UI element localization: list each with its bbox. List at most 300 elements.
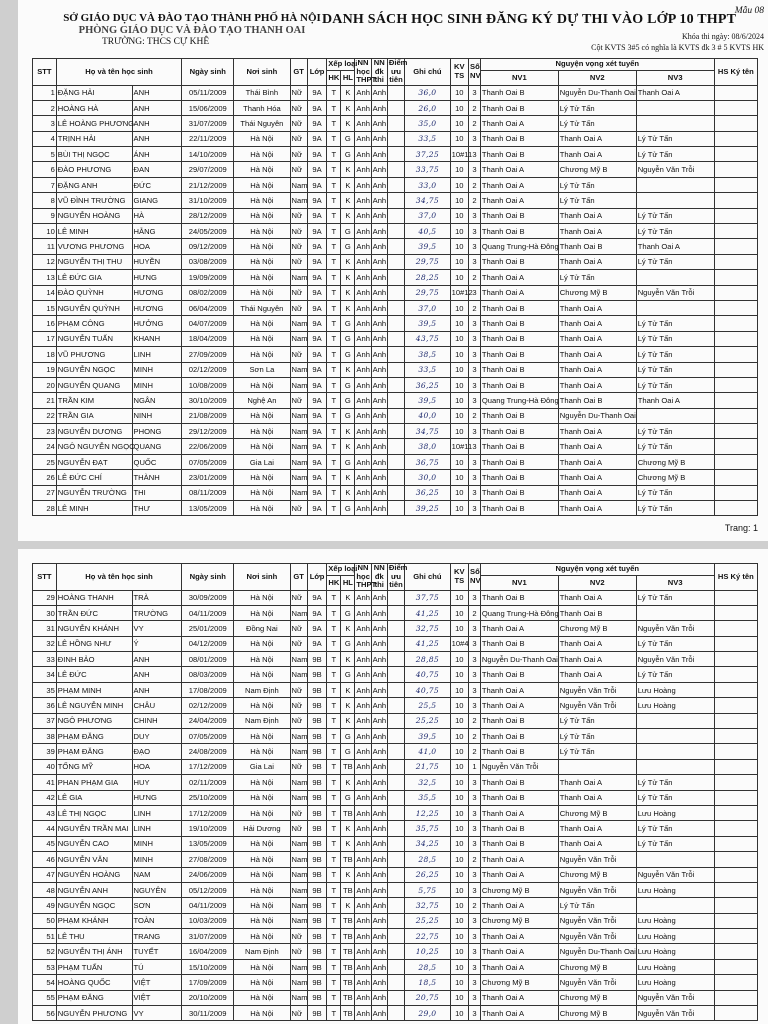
cell-hl: G — [341, 501, 355, 516]
cell-nn-hoc: Anh — [355, 239, 371, 254]
cell-priority — [387, 316, 404, 331]
cell-so-nv: 2 — [469, 852, 481, 867]
cell-stt: 45 — [33, 836, 57, 851]
cell-nn-hoc: Anh — [355, 836, 371, 851]
cell-nv3: Lý Tử Tấn — [636, 790, 714, 805]
cell-nv3 — [636, 193, 714, 208]
cell-hl: K — [341, 590, 355, 605]
cell-hl: K — [341, 270, 355, 285]
cell-so-nv: 2 — [469, 729, 481, 744]
cell-hk: T — [327, 882, 341, 897]
cell-kv: 10 — [450, 605, 468, 620]
cell-nv3: Lý Tử Tấn — [636, 208, 714, 223]
cell-given-name: TRANG — [132, 929, 182, 944]
cell-given-name: LINH — [132, 347, 182, 362]
cell-nv2: Nguyễn Văn Trỗi — [558, 929, 636, 944]
cell-given-name: GIANG — [132, 193, 182, 208]
col-nv2: NV2 — [558, 71, 636, 85]
cell-given-name: ĐỨC — [132, 177, 182, 192]
cell-given-name: HOA — [132, 759, 182, 774]
cell-nn-hoc: Anh — [355, 208, 371, 223]
cell-hl: K — [341, 485, 355, 500]
cell-so-nv: 3 — [469, 959, 481, 974]
cell-hk: T — [327, 147, 341, 162]
cell-given-name: ANH — [132, 131, 182, 146]
cell-nn-dk: Anh — [371, 208, 387, 223]
cell-surname: TRẦN GIA — [56, 408, 132, 423]
cell-dob: 08/02/2009 — [182, 285, 234, 300]
cell-class: 9B — [307, 898, 326, 913]
office-name: PHÒNG GIÁO DỤC VÀ ĐÀO TẠO THANH OAI — [78, 25, 306, 36]
cell-pob: Hà Nội — [234, 239, 290, 254]
cell-dob: 07/05/2009 — [182, 454, 234, 469]
cell-so-nv: 3 — [469, 944, 481, 959]
cell-so-nv: 1 — [469, 759, 481, 774]
cell-nn-hoc: Anh — [355, 377, 371, 392]
cell-nn-dk: Anh — [371, 990, 387, 1005]
cell-sign — [714, 239, 757, 254]
cell-nv1: Thanh Oai A — [480, 116, 558, 131]
cell-priority — [387, 882, 404, 897]
cell-hl: G — [341, 454, 355, 469]
cell-nn-hoc: Anh — [355, 590, 371, 605]
cell-nv2: Chương Mỹ B — [558, 990, 636, 1005]
cell-nn-dk: Anh — [371, 254, 387, 269]
cell-priority — [387, 944, 404, 959]
cell-nn-hoc: Anh — [355, 501, 371, 516]
cell-class: 9A — [307, 470, 326, 485]
cell-surname: NGUYỄN VĂN — [56, 852, 132, 867]
cell-hl: G — [341, 331, 355, 346]
col-nn-dk: NN đk thi — [371, 59, 387, 86]
cell-dob: 17/12/2009 — [182, 805, 234, 820]
cell-nv1: Nguyễn Văn Trỗi — [480, 759, 558, 774]
cell-given-name: ANH — [132, 652, 182, 667]
cell-gender: Nam — [290, 424, 307, 439]
cell-stt: 3 — [33, 116, 57, 131]
cell-gender: Nữ — [290, 208, 307, 223]
cell-stt: 17 — [33, 331, 57, 346]
cell-nn-hoc: Anh — [355, 485, 371, 500]
cell-pob: Hà Nội — [234, 744, 290, 759]
cell-stt: 5 — [33, 147, 57, 162]
cell-nv1: Thanh Oai B — [480, 775, 558, 790]
cell-nn-hoc: Anh — [355, 224, 371, 239]
cell-sign — [714, 959, 757, 974]
cell-hk: T — [327, 867, 341, 882]
cell-surname: NGUYỄN KHÁNH — [56, 621, 132, 636]
cell-stt: 38 — [33, 729, 57, 744]
cell-surname: ĐINH BẢO — [56, 652, 132, 667]
page-number: Trang: 1 — [724, 523, 758, 533]
cell-priority — [387, 667, 404, 682]
cell-gender: Nam — [290, 775, 307, 790]
cell-stt: 11 — [33, 239, 57, 254]
cell-nv3: Lý Tử Tấn — [636, 131, 714, 146]
cell-class: 9A — [307, 147, 326, 162]
col-dob: Ngày sinh — [182, 59, 234, 86]
cell-nn-dk: Anh — [371, 852, 387, 867]
cell-surname: PHẠM ĐĂNG — [56, 990, 132, 1005]
cell-gender: Nữ — [290, 347, 307, 362]
cell-dob: 24/08/2009 — [182, 744, 234, 759]
cell-stt: 47 — [33, 867, 57, 882]
cell-given-name: CHÂU — [132, 698, 182, 713]
cell-dob: 24/05/2009 — [182, 224, 234, 239]
cell-stt: 27 — [33, 485, 57, 500]
cell-nv2: Thanh Oai A — [558, 147, 636, 162]
cell-nv3: Lý Tử Tấn — [636, 316, 714, 331]
cell-nv2: Thanh Oai A — [558, 821, 636, 836]
table-row — [33, 636, 758, 651]
cell-dob: 17/09/2009 — [182, 975, 234, 990]
col-rank: Xếp loại — [327, 59, 355, 71]
cell-nn-hoc: Anh — [355, 821, 371, 836]
cell-gender: Nam — [290, 454, 307, 469]
cell-class: 9B — [307, 913, 326, 928]
cell-surname: NGUYỄN CAO — [56, 836, 132, 851]
cell-pob: Hà Nội — [234, 636, 290, 651]
col-nn-hoc: NN học THPT — [356, 563, 377, 589]
cell-nv3: Lý Tử Tấn — [636, 836, 714, 851]
cell-stt: 14 — [33, 285, 57, 300]
cell-nn-hoc: Anh — [355, 285, 371, 300]
cell-pob: Hà Nội — [234, 990, 290, 1005]
cell-class: 9B — [307, 959, 326, 974]
cell-kv: 10 — [450, 590, 468, 605]
cell-note: 34,75 — [405, 193, 450, 208]
cell-note: 35,0 — [405, 116, 450, 131]
cell-gender: Nam — [290, 470, 307, 485]
col-nn-dk: NN đk thi — [371, 564, 387, 591]
cell-nv2: Thanh Oai A — [558, 439, 636, 454]
table-row — [33, 682, 758, 697]
cell-note: 38,0 — [405, 439, 450, 454]
cell-nv3: Lý Tử Tấn — [636, 485, 714, 500]
cell-hl: TB — [341, 852, 355, 867]
cell-nv2: Chương Mỹ B — [558, 285, 636, 300]
cell-so-nv: 3 — [469, 621, 481, 636]
cell-dob: 24/06/2009 — [182, 867, 234, 882]
cell-nv2: Nguyễn Du-Thanh Oai — [558, 85, 636, 100]
cell-nn-hoc: Anh — [355, 759, 371, 774]
cell-hk: T — [327, 254, 341, 269]
cell-dob: 29/07/2009 — [182, 162, 234, 177]
cell-nv2: Thanh Oai B — [558, 239, 636, 254]
cell-nv2: Chương Mỹ B — [558, 867, 636, 882]
cell-nn-dk: Anh — [371, 667, 387, 682]
table-row — [33, 131, 758, 146]
col-name: Họ và tên học sinh — [56, 59, 182, 86]
cell-class: 9B — [307, 682, 326, 697]
cell-class: 9A — [307, 224, 326, 239]
cell-class: 9B — [307, 805, 326, 820]
cell-nv3 — [636, 300, 714, 315]
cell-nv2: Chương Mỹ B — [558, 162, 636, 177]
cell-dob: 31/10/2009 — [182, 193, 234, 208]
cell-stt: 24 — [33, 439, 57, 454]
cell-note: 39,5 — [405, 393, 450, 408]
cell-surname: NGUYỄN QUỲNH — [56, 300, 132, 315]
cell-note: 5,75 — [405, 882, 450, 897]
cell-nn-hoc: Anh — [355, 867, 371, 882]
table-row — [33, 836, 758, 851]
cell-nn-hoc: Anh — [355, 667, 371, 682]
cell-nv1: Thanh Oai A — [480, 944, 558, 959]
cell-sign — [714, 316, 757, 331]
cell-nn-hoc: Anh — [355, 975, 371, 990]
cell-class: 9A — [307, 636, 326, 651]
cell-dob: 30/09/2009 — [182, 590, 234, 605]
cell-gender: Nữ — [290, 944, 307, 959]
cell-dob: 06/04/2009 — [182, 300, 234, 315]
table-row — [33, 929, 758, 944]
cell-nv1: Thanh Oai B — [480, 501, 558, 516]
cell-nv3: Lưu Hoàng — [636, 698, 714, 713]
cell-class: 9B — [307, 852, 326, 867]
cell-surname: LÊ ĐỨC GIA — [56, 270, 132, 285]
cell-nn-dk: Anh — [371, 744, 387, 759]
cell-hk: T — [327, 667, 341, 682]
cell-hl: TB — [341, 959, 355, 974]
cell-nn-hoc: Anh — [355, 698, 371, 713]
cell-hl: TB — [341, 913, 355, 928]
cell-dob: 29/12/2009 — [182, 424, 234, 439]
cell-pob: Hà Nội — [234, 177, 290, 192]
table-row — [33, 147, 758, 162]
cell-nv3: Lý Tử Tấn — [636, 331, 714, 346]
cell-pob: Hà Nội — [234, 729, 290, 744]
cell-pob: Sơn La — [234, 362, 290, 377]
cell-nv2: Nguyễn Văn Trỗi — [558, 975, 636, 990]
cell-nv2: Thanh Oai A — [558, 454, 636, 469]
cell-note: 28,5 — [405, 959, 450, 974]
cell-nv1: Quang Trung-Hà Đông — [480, 605, 558, 620]
cell-gender: Nam — [290, 882, 307, 897]
cell-stt: 8 — [33, 193, 57, 208]
cell-note: 40,75 — [405, 667, 450, 682]
cell-gender: Nam — [290, 652, 307, 667]
cell-stt: 6 — [33, 162, 57, 177]
cell-so-nv: 3 — [469, 698, 481, 713]
cell-nv3 — [636, 759, 714, 774]
cell-class: 9A — [307, 590, 326, 605]
cell-hl: TB — [341, 882, 355, 897]
cell-hk: T — [327, 805, 341, 820]
cell-nv3: Nguyễn Văn Trỗi — [636, 162, 714, 177]
student-rows-page-1 — [33, 85, 758, 516]
table-row — [33, 300, 758, 315]
cell-note: 41,25 — [405, 636, 450, 651]
cell-priority — [387, 605, 404, 620]
cell-priority — [387, 224, 404, 239]
cell-hl: TB — [341, 805, 355, 820]
cell-hl: K — [341, 362, 355, 377]
cell-kv: 10 — [450, 116, 468, 131]
cell-dob: 27/08/2009 — [182, 852, 234, 867]
cell-note: 18,5 — [405, 975, 450, 990]
cell-gender: Nam — [290, 867, 307, 882]
cell-hk: T — [327, 300, 341, 315]
cell-note: 34,75 — [405, 424, 450, 439]
cell-nv1: Thanh Oai B — [480, 85, 558, 100]
cell-nv2: Lý Tử Tấn — [558, 116, 636, 131]
cell-surname: TRẦN KIM — [56, 393, 132, 408]
cell-nv3: Lưu Hoàng — [636, 882, 714, 897]
cell-gender: Nữ — [290, 300, 307, 315]
cell-nn-dk: Anh — [371, 821, 387, 836]
cell-stt: 21 — [33, 393, 57, 408]
cell-class: 9A — [307, 347, 326, 362]
cell-priority — [387, 636, 404, 651]
cell-nn-dk: Anh — [371, 485, 387, 500]
cell-hl: G — [341, 316, 355, 331]
cell-given-name: HƯNG — [132, 790, 182, 805]
cell-hk: T — [327, 470, 341, 485]
cell-surname: ĐẶNG HẢI — [56, 85, 132, 100]
cell-priority — [387, 470, 404, 485]
cell-dob: 02/12/2009 — [182, 362, 234, 377]
cell-gender: Nam — [290, 959, 307, 974]
cell-nv2: Chương Mỹ B — [558, 959, 636, 974]
cell-kv: 10 — [450, 331, 468, 346]
cell-nn-hoc: Anh — [355, 131, 371, 146]
cell-nv2: Thanh Oai A — [558, 470, 636, 485]
cell-gender: Nữ — [290, 621, 307, 636]
cell-priority — [387, 393, 404, 408]
table-row — [33, 898, 758, 913]
cell-priority — [387, 362, 404, 377]
cell-surname: NGUYỄN NGỌC — [56, 898, 132, 913]
table-row — [33, 744, 758, 759]
table-row — [33, 485, 758, 500]
cell-hk: T — [327, 501, 341, 516]
cell-nv2 — [558, 759, 636, 774]
table-row — [33, 193, 758, 208]
cell-kv: 10 — [450, 316, 468, 331]
cell-note: 25,25 — [405, 713, 450, 728]
cell-nn-hoc: Anh — [355, 408, 371, 423]
cell-nv1: Thanh Oai B — [480, 729, 558, 744]
cell-kv: 10 — [450, 485, 468, 500]
cell-class: 9B — [307, 759, 326, 774]
cell-stt: 33 — [33, 652, 57, 667]
cell-given-name: HƯỞNG — [132, 316, 182, 331]
cell-stt: 18 — [33, 347, 57, 362]
cell-gender: Nam — [290, 177, 307, 192]
cell-dob: 03/08/2009 — [182, 254, 234, 269]
cell-pob: Hà Nội — [234, 485, 290, 500]
cell-stt: 7 — [33, 177, 57, 192]
cell-given-name: NAM — [132, 867, 182, 882]
cell-nn-hoc: Anh — [355, 424, 371, 439]
col-name: Họ và tên học sinh — [56, 564, 182, 591]
cell-kv: 10 — [450, 377, 468, 392]
cell-given-name: ANH — [132, 682, 182, 697]
table-row — [33, 1006, 758, 1021]
cell-gender: Nam — [290, 975, 307, 990]
cell-nv3: Lý Tử Tấn — [636, 590, 714, 605]
cell-sign — [714, 590, 757, 605]
cell-gender: Nam — [290, 331, 307, 346]
cell-dob: 08/01/2009 — [182, 652, 234, 667]
cell-sign — [714, 790, 757, 805]
cell-hk: T — [327, 929, 341, 944]
cell-gender: Nữ — [290, 116, 307, 131]
cell-surname: PHAN PHẠM GIA — [56, 775, 132, 790]
cell-nn-dk: Anh — [371, 959, 387, 974]
cell-sign — [714, 805, 757, 820]
cell-gender: Nữ — [290, 805, 307, 820]
cell-nn-hoc: Anh — [355, 913, 371, 928]
cell-stt: 48 — [33, 882, 57, 897]
cell-hl: G — [341, 239, 355, 254]
cell-dob: 18/04/2009 — [182, 331, 234, 346]
cell-hk: T — [327, 636, 341, 651]
cell-pob: Hà Nội — [234, 652, 290, 667]
cell-so-nv: 3 — [469, 805, 481, 820]
cell-dob: 19/10/2009 — [182, 821, 234, 836]
cell-priority — [387, 867, 404, 882]
cell-nv3: Lý Tử Tấn — [636, 362, 714, 377]
table-row — [33, 377, 758, 392]
col-hl: HL — [341, 576, 355, 590]
cell-pob: Hà Nội — [234, 852, 290, 867]
cell-so-nv: 3 — [469, 424, 481, 439]
cell-nv3: Lưu Hoàng — [636, 682, 714, 697]
cell-nv3: Lưu Hoàng — [636, 975, 714, 990]
cell-kv: 10 — [450, 836, 468, 851]
cell-kv: 10 — [450, 270, 468, 285]
cell-class: 9B — [307, 882, 326, 897]
cell-pob: Hà Nội — [234, 805, 290, 820]
cell-surname: LÊ HOÀNG PHƯƠNG — [56, 116, 132, 131]
cell-nv3: Lưu Hoàng — [636, 944, 714, 959]
cell-sign — [714, 454, 757, 469]
table-row — [33, 85, 758, 100]
cell-sign — [714, 100, 757, 115]
cell-dob: 14/10/2009 — [182, 147, 234, 162]
cell-gender: Nam — [290, 362, 307, 377]
table-row — [33, 285, 758, 300]
cell-surname: NGUYỄN THỊ THU — [56, 254, 132, 269]
cell-note: 12,25 — [405, 805, 450, 820]
cell-kv: 10 — [450, 362, 468, 377]
cell-gender: Nữ — [290, 759, 307, 774]
cell-so-nv: 3 — [469, 377, 481, 392]
cell-sign — [714, 882, 757, 897]
cell-sign — [714, 744, 757, 759]
cell-nv2: Thanh Oai B — [558, 605, 636, 620]
cell-kv: 10 — [450, 805, 468, 820]
cell-nn-hoc: Anh — [355, 147, 371, 162]
cell-surname: PHẠM ĐĂNG — [56, 729, 132, 744]
cell-sign — [714, 682, 757, 697]
cell-sign — [714, 652, 757, 667]
cell-hk: T — [327, 852, 341, 867]
cell-hk: T — [327, 408, 341, 423]
cell-dob: 31/07/2009 — [182, 929, 234, 944]
cell-note: 37,0 — [405, 208, 450, 223]
cell-nv1: Thanh Oai B — [480, 147, 558, 162]
cell-stt: 56 — [33, 1006, 57, 1021]
cell-gender: Nữ — [290, 131, 307, 146]
cell-nn-hoc: Anh — [355, 347, 371, 362]
cell-nv1: Thanh Oai B — [480, 131, 558, 146]
cell-pob: Đồng Nai — [234, 621, 290, 636]
cell-stt: 10 — [33, 224, 57, 239]
cell-nn-dk: Anh — [371, 713, 387, 728]
